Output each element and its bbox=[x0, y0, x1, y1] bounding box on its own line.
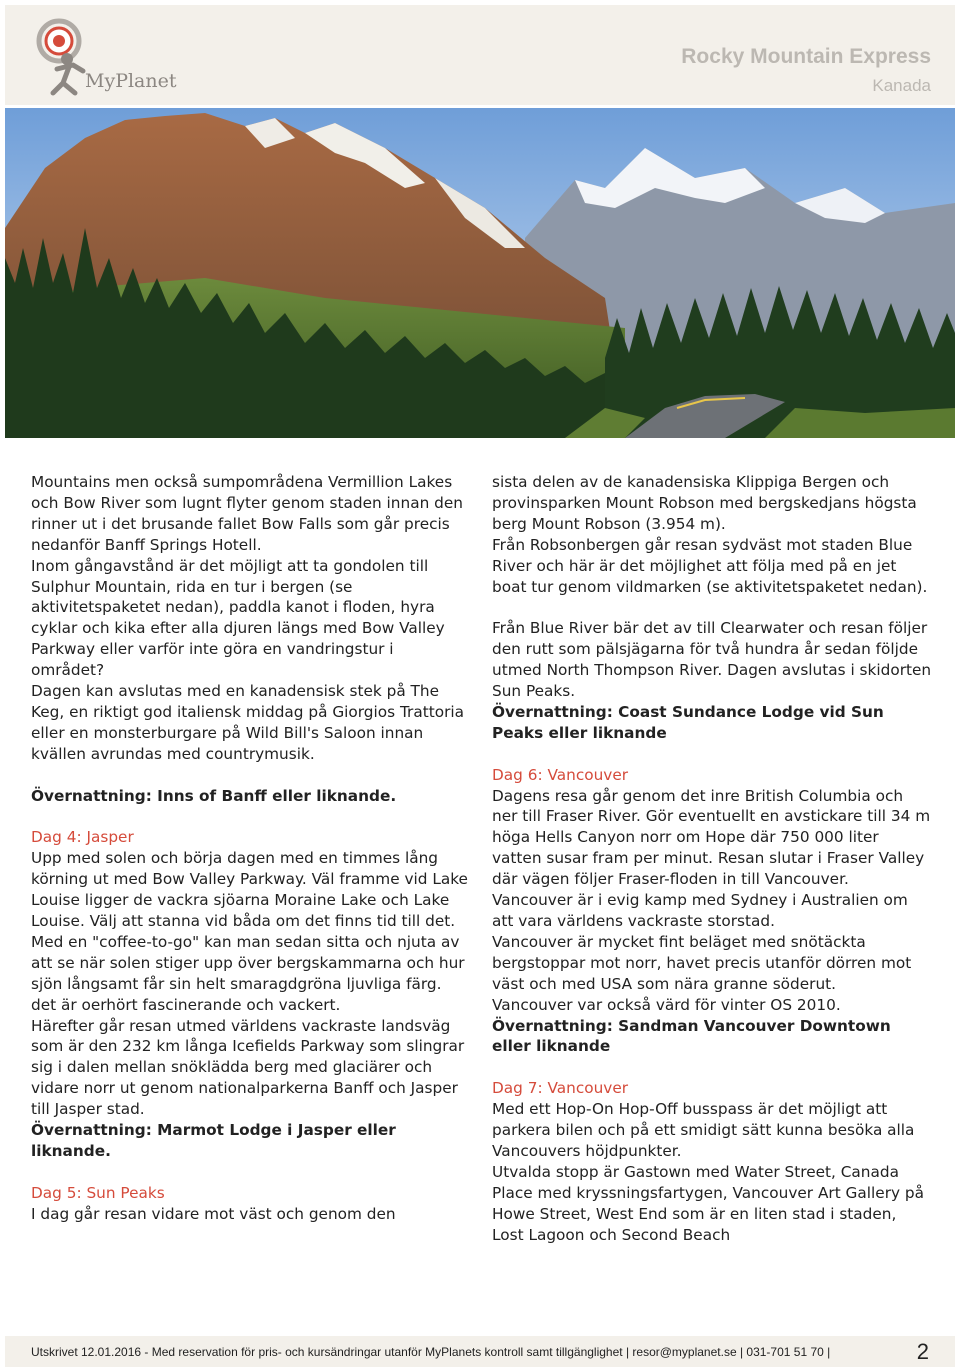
day5-heading: Dag 5: Sun Peaks bbox=[31, 1183, 165, 1202]
footer-text: Utskrivet 12.01.2016 - Med reservation för pris- och kursändringar utanför MyPlanets kontroll samt tillgänglighet | resor@myplanet.se | 031-701 51 70 | bbox=[31, 1345, 831, 1359]
left-intro: Mountains men också sumpområdena Vermillion Lakes och Bow River som lugnt flyter genom staden innan den rinner ut i det brusande fallet Bow Falls som går precis nedanför Banff Springs Hotell. bbox=[31, 473, 463, 554]
left-paragraph-activities: Inom gångavstånd är det möjligt att ta gondolen till Sulphur Mountain, rida en tur i bergen (se aktivitetspaketet nedan), paddla kanot i floden, hyra cyklar och kika efter alla djuren längs med Bow Valley Parkway eller varför inte göra en vandringstur i området? bbox=[31, 556, 445, 680]
page-number: 2 bbox=[916, 1339, 929, 1364]
day6-paragraph-1: Dagens resa går genom det inre British Columbia och ner till Fraser River. Gör eventuellt en avstickare till 34 m höga Hells Canyon norr om Hope där 750 000 liter vatten susar fram per minut. Resan slutar i Fraser Valley där vägen följer Fraser-floden in till Vancouver. bbox=[492, 786, 931, 889]
left-paragraph-dinner: Dagen kan avslutas med en kanadensisk stek på The Keg, en riktigt god italiensk middag på Giorgios Trattoria eller en monsterburgare på Wild Bill's Saloon innan kvällen avrundas med countrymusik. bbox=[31, 682, 464, 763]
day7-paragraph-2: Utvalda stopp är Gastown med Water Street, Canada Place med kryssningsfartygen, Vancouver Art Gallery på Howe Street, West End som är en liten stad i staden, Lost Lagoon och Second Beach bbox=[492, 1162, 924, 1244]
day6-paragraph-3: Vancouver är mycket fint beläget med snötäckta bergstoppar mot norr, havet precis utanför dörren mot väst och med USA som nära granne söderut. bbox=[492, 932, 912, 993]
day4-overnight: Övernattning: Marmot Lodge i Jasper eller liknande. bbox=[31, 1121, 396, 1160]
left-overnight-banff: Övernattning: Inns of Banff eller liknande. bbox=[31, 786, 397, 805]
day5-overnight: Övernattning: Coast Sundance Lodge vid Sun Peaks eller liknande bbox=[492, 702, 884, 742]
document-subtitle: Kanada bbox=[872, 76, 931, 95]
page-footer bbox=[5, 1336, 955, 1367]
day7-heading: Dag 7: Vancouver bbox=[492, 1079, 629, 1098]
day5-paragraph-1: I dag går resan vidare mot väst och genom den bbox=[31, 1204, 396, 1223]
day6-heading: Dag 6: Vancouver bbox=[492, 765, 629, 784]
day6-paragraph-2: Vancouver är i evig kamp med Sydney i Australien om att vara världens vackraste storstad. bbox=[492, 891, 908, 930]
day4-paragraph-2: Härefter går resan utmed världens vackraste landsväg som är den 232 km långa Icefields Parkway som slingrar sig i dalen mellan snöklädda berg med glaciärer och vidare norr ut genom nationalparkerna Banff och Jasper till Jasper stad. bbox=[31, 1016, 465, 1119]
day6-overnight: Övernattning: Sandman Vancouver Downtown eller liknande bbox=[492, 1016, 891, 1056]
right-intro: sista delen av de kanadensiska Klippiga Bergen och provinsparken Mount Robson med bergskedjans högsta berg Mount Robson (3.954 m). bbox=[492, 473, 917, 533]
document-title: Rocky Mountain Express bbox=[681, 45, 931, 68]
right-paragraph-clearwater: Från Blue River bär det av till Clearwater och resan följer den rutt som pälsjägarna för två hundra år sedan följde utmed North Thompson River. Dagen avslutas i skidorten Sun Peaks. bbox=[492, 619, 932, 701]
day4-paragraph-1: Upp med solen och börja dagen med en timmes lång körning ut med Bow Valley Parkway. Väl framme vid Lake Louise ligger de vackra sjöarna Moraine Lake och Lake Louise. Välj att stanna vid båda om det finns tid till det. Med en "coffee-to-go" kan man sedan sitta och njuta av att se när solen stiger upp över bergskammarna och hur sjön långsamt får sin helt smaragdgröna ljuvliga färg. det är oerhört fascinerande och vackert. bbox=[31, 849, 468, 1014]
page-header bbox=[5, 5, 955, 105]
day4-heading: Dag 4: Jasper bbox=[31, 828, 134, 847]
right-column bbox=[492, 472, 932, 1245]
day6-paragraph-4: Vancouver var också värd för vinter OS 2010. bbox=[492, 995, 841, 1014]
logo-text: MyPlanet bbox=[85, 70, 177, 92]
day7-paragraph-1: Med ett Hop-On Hop-Off busspass är det möjligt att parkera bilen och på ett smidigt sätt kunna besöka alla Vancouvers höjdpunkter. bbox=[492, 1100, 915, 1160]
mountain-photo bbox=[5, 108, 955, 438]
right-paragraph-blue-river: Från Robsonbergen går resan sydväst mot staden Blue River och här är det möjlighet att följa med på en jet boat tur genom vildmarken (se aktivitetspaketet nedan). bbox=[492, 535, 928, 596]
left-column bbox=[31, 472, 471, 1225]
